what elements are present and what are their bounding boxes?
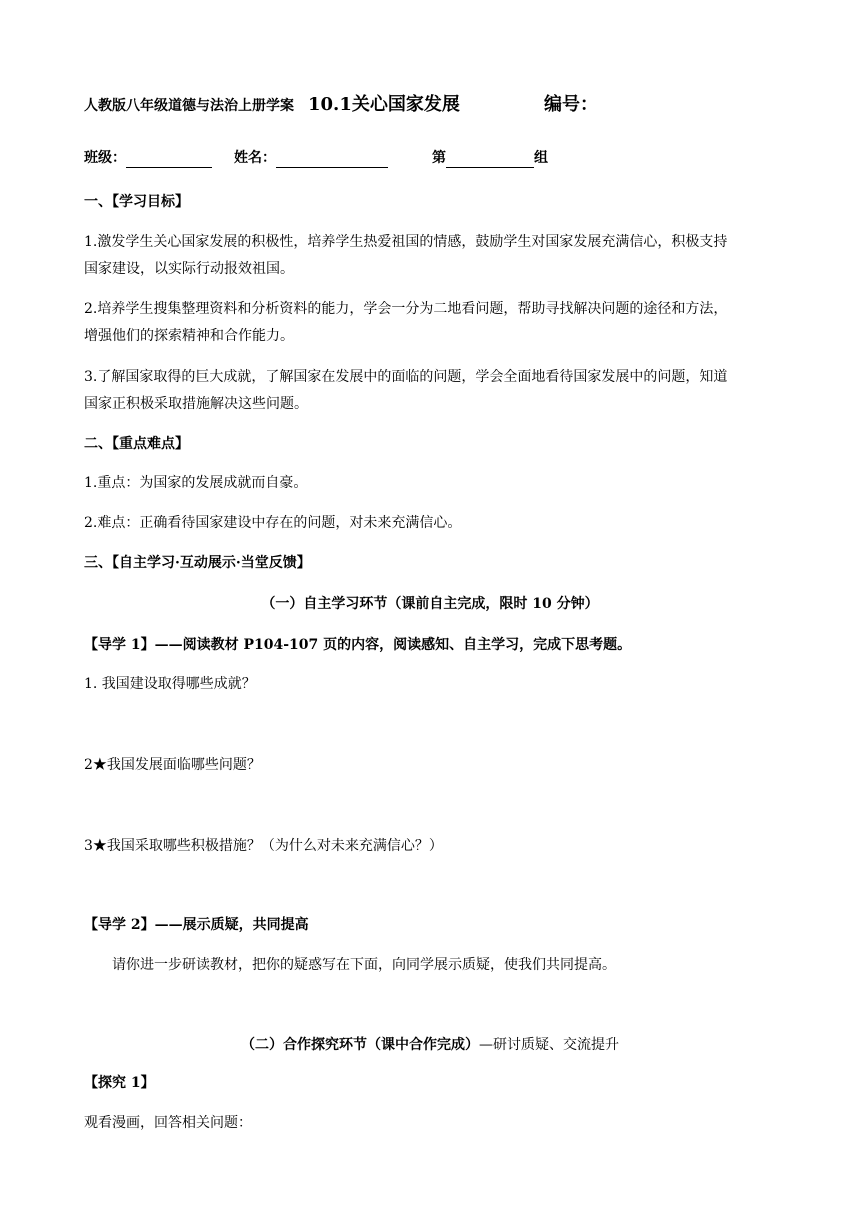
course-title: 人教版八年级道德与法治上册学案 [84,98,294,114]
lesson-title: 10.1关心国家发展 [308,94,460,115]
class-blank[interactable] [126,151,212,168]
objective-1-line2: 国家建设，以实际行动报效祖国。 [84,261,294,277]
objective-2-line1: 2.培养学生搜集整理资料和分析资料的能力，学会一分为二地看问题，帮助寻找解决问题的途径和方法， [84,301,728,317]
document-title [84,95,460,116]
explore1-heading: 【探究 1】 [84,1075,155,1091]
question-3: 3★我国采取哪些积极措施？（为什么对未来充满信心？） [84,838,443,854]
self-study-subheading: （一）自主学习环节（课前自主完成，限时 10 分钟） [261,596,599,612]
guide2-text: 请你进一步研读教材，把你的疑惑写在下面，向同学展示质疑，使我们共同提高。 [112,957,616,973]
difficult-point: 2.难点：正确看待国家建设中存在的问题，对未来充满信心。 [84,515,462,531]
section2-heading: 二、【重点难点】 [84,436,189,452]
section1-heading: 一、【学习目标】 [84,194,189,210]
name-label: 姓名： [234,150,276,166]
number-label-text: 编号： [544,94,598,115]
number-label [544,95,598,116]
objective-3-line2: 国家正积极采取措施解决这些问题。 [84,396,308,412]
objective-1-line1: 1.激发学生关心国家发展的积极性，培养学生热爱祖国的情感，鼓励学生对国家发展充满信心，积极支持 [84,234,728,250]
objective-2-line2: 增强他们的探索精神和合作能力。 [84,328,294,344]
key-point: 1.重点：为国家的发展成就而自豪。 [84,475,308,491]
section3-heading: 三、【自主学习·互动展示·当堂反馈】 [84,555,311,571]
question-2: 2★我国发展面临哪些问题？ [84,757,261,773]
guide2-heading: 【导学 2】——展示质疑，共同提高 [84,917,309,933]
cooperative-subheading-rest: —研讨质疑、交流提升 [479,1037,619,1053]
name-field [234,148,388,168]
explore1-text: 观看漫画，回答相关问题： [84,1115,252,1131]
cooperative-subheading [0,1035,860,1055]
question-1: 1. 我国建设取得哪些成就？ [84,676,256,692]
group-blank[interactable] [446,151,534,168]
group-field [432,148,548,168]
guide1-heading: 【导学 1】——阅读教材 P104-107 页的内容，阅读感知、自主学习，完成下思考题。 [84,637,632,653]
cooperative-subheading-bold: （二）合作探究环节（课中合作完成） [241,1037,479,1053]
group-prefix: 第 [432,150,446,166]
name-blank[interactable] [276,151,388,168]
class-field [84,148,212,168]
class-label: 班级： [84,150,126,166]
group-suffix: 组 [534,150,548,166]
objective-3-line1: 3.了解国家取得的巨大成就，了解国家在发展中的面临的问题，学会全面地看待国家发展中的问题，知道 [84,369,728,385]
